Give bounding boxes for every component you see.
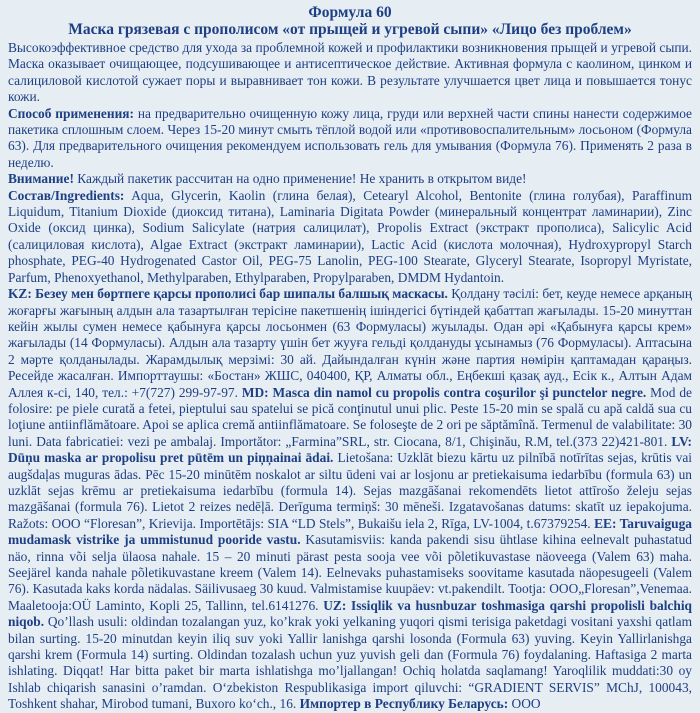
product-title: Формула 60 bbox=[308, 4, 392, 21]
label-body bbox=[0, 38, 700, 713]
usage-text: на предварительно очищенную кожу лица, груди или верхней части спины нанести содержимое пакетика сплошным слоем. Через 15-20 минут смыть тёплой водой или «противовоспалительным» лосьоном (Формула 63). Для предварительного очищения рекомендуем использовать гель для умывания (Формула 76). Применять 2 раза в неделю. bbox=[8, 105, 692, 170]
md-text: Mod de folosire: pe piele curată a fetei, pieptului sau spatelui se pică conţinutul unui plic. Peste 15-20 min se spală cu apă caldă sua cu loţiune antiinflămătoare. Apoi se aplica cremă antiinflămatoare. Se foloseşte de 2 ori pe săptămînă. Termenul de valabilitate: 30 luni. Data fabricatiei: vezi pe ambalaj. Importător: „Farmina”SRL, str. Ciocana, 8/1, Chişinău, R.M, tel.(373 22)421-801. bbox=[8, 384, 692, 449]
md-label: MD: Masca din namol cu propolis contra coşurilor şi punctelor negre. bbox=[241, 384, 647, 400]
composition-section bbox=[8, 188, 692, 286]
by-importer-text: ООО bbox=[508, 696, 541, 712]
warning-label: Внимание! bbox=[8, 171, 74, 187]
uz-label: UZ: Issiqlik va husnbuzar toshmasiga qarshi propolisli balchiq niqob. bbox=[8, 597, 692, 630]
usage-label: Способ применения: bbox=[8, 105, 135, 121]
kz-text: Қолдану тәсілі: бет, кеуде немесе арқаның жоғарғы жағының алдын ала тазартылған терісіне пакетшенің ішіндегісі бүтіндей қабаттап жағылады. 15-20 минуттан кейін жылы сумен немесе қабынуға қарсы лосьонмен (63 Формуласы) жуылады. Одан әрі «Қабынуға қарсы крем» жағылады (14 Формуласы). Алдын ала тазарту үшін бет жууға гельді қолдануды ұсынамыз (76 Формуласы). Аптасына 2 мәрте қолданылады. Жарамдылық мерзімі: 30 ай. Дайындалған күнін және партия нөмірін қаптамадан қараңыз. Ресейде жасалған. Импорттаушы: «Бостан» ЖШС, 040400, ҚР, Алматы обл., Еңбекші қазақ ауд., Есік к., Алтын Адам Аллея к-сі, 140, тел.: +7(727) 299-97-97. bbox=[8, 286, 692, 400]
ee-text: Kasutamisviis: kanda pakendi sisu ühtlase kihina eelnevalt puhastatud näo, rinna või selja ülaosa nahale. 15 – 20 minuti pärast pesta sooja vee või põletikuvastase näoveega (Valem 63) maha. Seejärel kanda nahale põletikuvastane kreem (Valem 14). Eelnevaks puhastamiseks soovitame kasutada näopesugeeli (Valem 76). Kasutada kaks korda nädalas. Säilivusaeg 30 kuud. Valmistamise kuupäev: vt.pakendilt. Tootja: OOO„Floresan”,Venemaa. Maaletooja:OÜ Laminto, Kopli 25, Tallinn, tel.6141276. bbox=[8, 532, 692, 613]
composition-label: Состав/Ingredients: bbox=[8, 187, 125, 203]
intro-text: Высокоэффективное средство для ухода за проблемной кожей и профилактики возникновения прыщей и угревой сыпи. Маска оказывает очищающее, подсушивающее и антисептическое действие. Активная формула с каолином, цинком и салициловой кислотой сужает поры и выравнивает тон кожи. В результате улучшается цвет лица и повышается тонус кожи. bbox=[8, 40, 692, 105]
kz-label: KZ: Безеу мен бөртпеге қарсы прополисі бар шипалы балшық маскасы. bbox=[8, 286, 448, 302]
ee-label: EE: Taruvaiguga mudamask vistrike ja ummistunud pooride vastu. bbox=[8, 515, 693, 548]
warning-text: Каждый пакетик рассчитан на одно применение! Не хранить в открытом виде! bbox=[73, 171, 527, 187]
uz-text: Qo’llash usuli: oldindan tozalangan yuz, ko’krak yoki yelkaning yuqori qismi terisiga paketdagi vositani yaxshi qatlam bilan surting. 15-20 minutdan keyin iliq suv yoki Yallir lanishga qarshi losonda (Formula 63) yuving. Keyin Yallirlanishga qarshi krem (Formula 14) surting. Oldindan tozalash uchun yuz yuvish geli dan (Formula 76) foydalaning. Haftasiga 2 marta ishlating. Diqqat! Har bitta paket bir marta ishlatishga mo’ljallangan! Ochiq holatda saqlamang! Yaroqlilik muddati:30 oy Ishlab chiqarish sanasini o’ramdan. O‘zbekiston Respublikasiga import qiluvchi: “GRADIENT SERVIS” MChJ, 100043, Toshkent shahar, Mirobod tumani, Buxoro ko‘ch., 16. bbox=[8, 614, 692, 712]
multilingual-section bbox=[8, 286, 692, 713]
lv-text: Lietošana: Uzklāt biezu kārtu uz pilnībā notīrītas sejas, krūtis vai augšdaļas muguras ādas. Pēc 15-20 minūtēm noskalot ar siltu ūdeni vai ar losjonu ar pretiekaisuma iedarbību (formula 63) un uzklāt sejas krēmu ar pretiekaisuma iedarbību (formula 14). Sejas mazgāšanai rekomendēts lietot attīrošo želeju sejas mazgāšanai (formula 76). Lietot 2 reizes nedēļā. Derīguma termiņš: 30 mēneši. Izgatavošanas datums: skatīt uz iepakojuma. Ražots: OOO “Floresan”, Krievija. Importētājs: SIA “LD Stels”, Bukaišu iela 2, Rīga, LV-1004, t.67379254. bbox=[8, 450, 693, 531]
product-subtitle: Маска грязевая с прополисом «от прыщей и угревой сыпи» «Лицо без проблем» bbox=[68, 21, 632, 38]
warning-section bbox=[8, 171, 692, 187]
lv-label: LV: Dūņu maska ar propolisu pret pūtēm un piņņainai ādai. bbox=[8, 433, 692, 466]
composition-text: Aqua, Glycerin, Kaolin (глина белая), Cetearyl Alcohol, Bentonite (глина голубая), Paraffinum Liquidum, Titanium Dioxide (диоксид титана), Laminaria Digitata Powder (минеральный концентрат ламинарии), Zinc Oxide (оксид цинка), Sodium Salicylate (натрия салицилат), Propolis Extract (экстракт прополиса), Salicylic Acid (салициловая кислота), Algae Extract (экстракт ламинарии), Lactic Acid (кислота молочная), Hydroxypropyl Starch phosphate, PEG-40 Hydrogenated Castor Oil, PEG-75 Lanolin, PEG-100 Stearate, Glyceryl Stearate, Isopropyl Myristate, Parfum, Phenoxyethanol, Methylparaben, Ethylparaben, Propylparaben, DMDM Hydantoin. bbox=[8, 187, 692, 285]
usage-section bbox=[8, 106, 692, 172]
by-importer-label: Импортер в Республику Беларусь: bbox=[299, 696, 509, 712]
